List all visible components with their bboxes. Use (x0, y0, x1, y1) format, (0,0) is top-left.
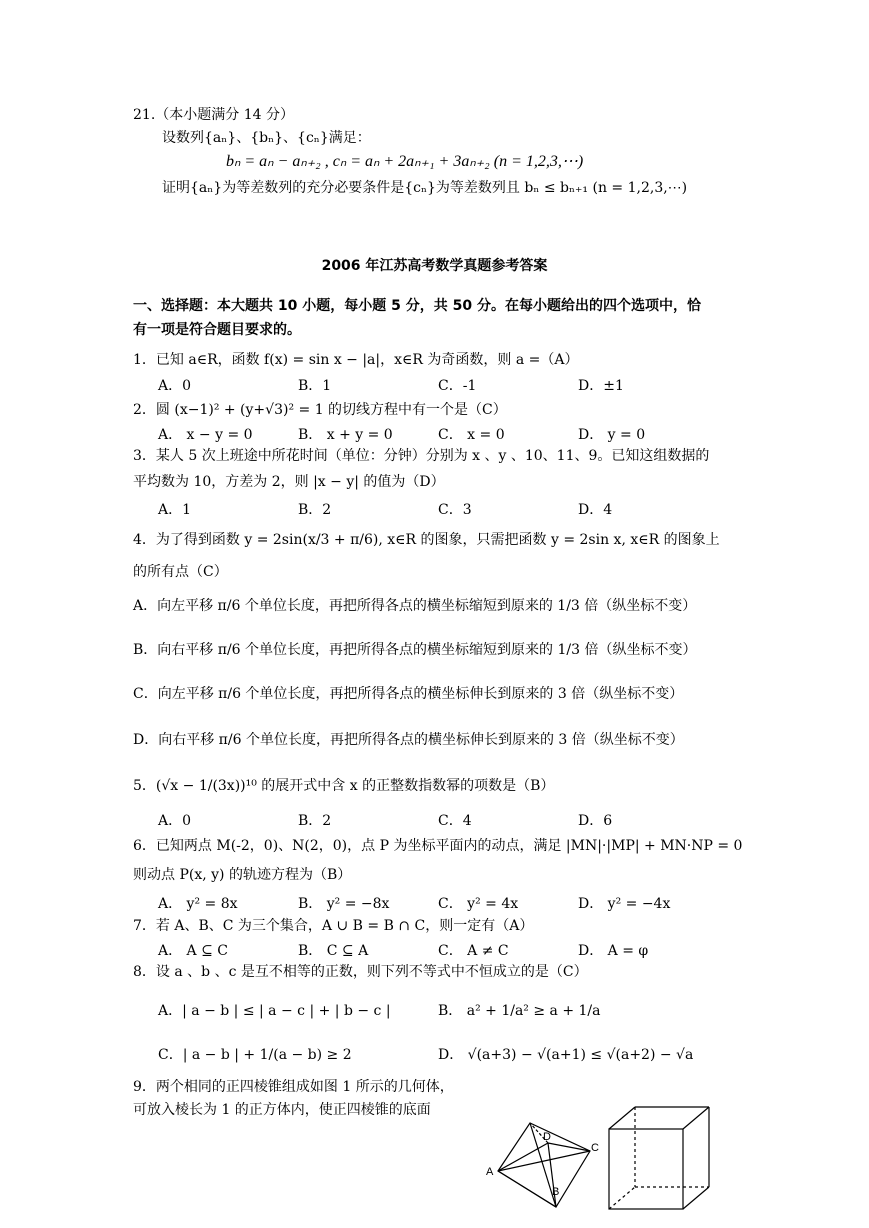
q2-option-b: B． x + y = 0 (298, 427, 393, 443)
q3-stem2: 平均数为 10，方差为 2，则 |x − y| 的值为（D） (133, 474, 445, 490)
q3-option-a: A．1 (158, 502, 192, 518)
q6-option-c: C． y² = 4x (438, 896, 519, 912)
q8-stem: 8．设 a 、b 、c 是互不相等的正数，则下列不等式中不恒成立的是（C） (133, 964, 588, 980)
q9-stem: 9．两个相同的正四棱锥组成如图 1 所示的几何体， (133, 1079, 454, 1095)
q6-option-b: B． y² = −8x (298, 896, 390, 912)
q7-option-c: C． A ≠ C (438, 943, 509, 959)
q8-option-d: D． √(a+3) − √(a+1) ≤ √(a+2) − √a (438, 1047, 694, 1063)
answer-title: 2006 年江苏高考数学真题参考答案 (321, 258, 548, 274)
q5-stem: 5．(√x − 1/(3x))¹⁰ 的展开式中含 x 的正整数指数幂的项数是（B） (133, 778, 555, 794)
q7-stem: 7．若 A、B、C 为三个集合，A ∪ B = B ∩ C，则一定有（A） (133, 918, 534, 934)
double-pyramid-figure (470, 1115, 610, 1215)
q21-head: 21.（本小题满分 14 分） (133, 107, 294, 123)
q21-line3: 证明{aₙ}为等差数列的充分必要条件是{cₙ}为等差数列且 bₙ ≤ bₙ₊₁ (n = 1,2,3,⋯) (162, 180, 688, 196)
q4-option-c: C．向左平移 π/6 个单位长度，再把所得各点的横坐标伸长到原来的 3 倍（纵坐标不变） (133, 686, 684, 702)
q1-option-a: A．0 (158, 378, 192, 394)
q6-option-a: A． y² = 8x (158, 896, 238, 912)
q3-option-c: C．3 (438, 502, 472, 518)
q4-stem2: 的所有点（C） (133, 564, 228, 580)
q3-option-d: D．4 (578, 502, 613, 518)
cube-figure (605, 1103, 715, 1213)
q2-stem: 2．圆 (x−1)² + (y+√3)² = 1 的切线方程中有一个是（C） (133, 402, 507, 418)
vertex-label-a: A (486, 1166, 494, 1178)
q5-option-a: A．0 (158, 813, 192, 829)
section-line2: 有一项是符合题目要求的。 (133, 322, 301, 338)
q8-option-b: B． a² + 1/a² ≥ a + 1/a (438, 1003, 601, 1019)
q6-option-d: D． y² = −4x (578, 896, 671, 912)
q5-option-b: B．2 (298, 813, 332, 829)
section-line1: 一、选择题：本大题共 10 小题，每小题 5 分，共 50 分。在每小题给出的四个选项中，恰 (133, 298, 701, 314)
q2-option-a: A． x − y = 0 (158, 427, 253, 443)
q7-option-a: A． A ⊆ C (158, 943, 229, 959)
q1-option-c: C．-1 (438, 378, 477, 394)
q2-option-d: D． y = 0 (578, 427, 646, 443)
q7-option-d: D． A = φ (578, 943, 649, 959)
q7-option-b: B． C ⊆ A (298, 943, 369, 959)
q1-stem: 1．已知 a∈R，函数 f(x) = sin x − |a|，x∈R 为奇函数，则 a =（A） (133, 352, 579, 368)
q21-formula: bₙ = aₙ − aₙ₊₂ , cₙ = aₙ + 2aₙ₊₁ + 3aₙ₊₂ (n = 1,2,3,⋯) (226, 153, 584, 170)
q5-option-c: C．4 (438, 813, 472, 829)
q6-stem: 6．已知两点 M(-2，0)、N(2，0)，点 P 为坐标平面内的动点，满足 |MN|·|MP| + MN·NP = 0 (133, 838, 743, 854)
q4-option-d: D．向右平移 π/6 个单位长度，再把所得各点的横坐标伸长到原来的 3 倍（纵坐标不变） (133, 732, 684, 748)
q2-option-c: C． x = 0 (438, 427, 505, 443)
q8-option-c: C．| a − b | + 1/(a − b) ≥ 2 (158, 1047, 352, 1063)
q3-stem: 3．某人 5 次上班途中所花时间（单位：分钟）分别为 x 、y 、10、11、9。已知这组数据的 (133, 448, 710, 464)
vertex-label-b: B (552, 1186, 560, 1198)
q21-line1: 设数列{aₙ}、{bₙ}、{cₙ}满足： (162, 130, 371, 146)
vertex-label-c: C (591, 1142, 599, 1154)
q4-option-a: A．向左平移 π/6 个单位长度，再把所得各点的横坐标缩短到原来的 1/3 倍（纵坐标不变） (133, 598, 697, 614)
q9-stem2: 可放入棱长为 1 的正方体内，使正四棱锥的底面 (133, 1102, 431, 1118)
q3-option-b: B．2 (298, 502, 332, 518)
q1-option-d: D．±1 (578, 378, 624, 394)
q1-option-b: B．1 (298, 378, 332, 394)
q4-option-b: B．向右平移 π/6 个单位长度，再把所得各点的横坐标缩短到原来的 1/3 倍（纵坐标不变） (133, 642, 697, 658)
q4-stem: 4．为了得到函数 y = 2sin(x/3 + π/6), x∈R 的图象，只需把函数 y = 2sin x, x∈R 的图象上 (133, 532, 720, 548)
q5-option-d: D．6 (578, 813, 613, 829)
q8-option-a: A．| a − b | ≤ | a − c | + | b − c | (158, 1003, 391, 1019)
q6-stem2: 则动点 P(x, y) 的轨迹方程为（B） (133, 867, 352, 883)
vertex-label-d: D (543, 1131, 551, 1143)
